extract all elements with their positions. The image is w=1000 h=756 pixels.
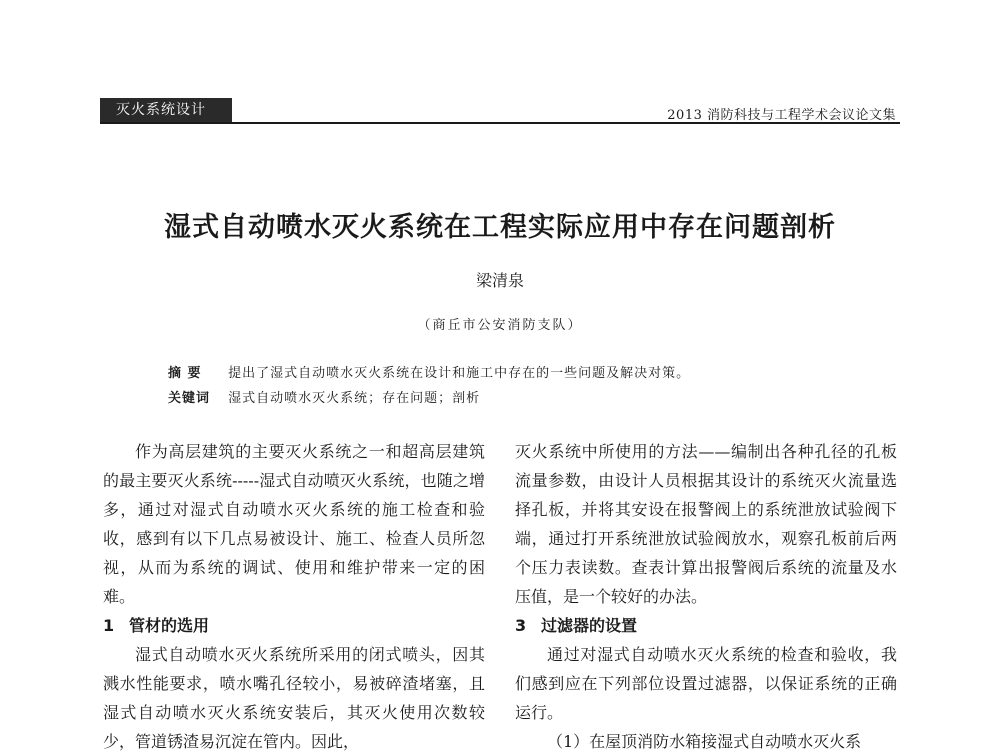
article-author: 梁清泉 <box>475 271 524 290</box>
keywords-row <box>168 387 480 406</box>
continuation-paragraph: 灭火系统中所使用的方法——编制出各种孔径的孔板流量参数，由设计人员根据其设计的系统灭火流量选择孔板，并将其安设在报警阀上的系统泄放试验阀下端，通过打开系统泄放试验阀放水，观察孔板前后两个压力表读数。查表计算出报警阀后系统的流量及水压值，是一个较好的办法。 <box>515 442 897 606</box>
left-column <box>103 437 485 756</box>
abstract-row <box>168 362 690 381</box>
section-3-number: 3 <box>515 616 527 635</box>
section-1-title: 管材的选用 <box>129 616 210 635</box>
list-item-1: （1）在屋顶消防水箱接湿式自动喷水灭火系 <box>547 732 862 751</box>
article-title: 湿式自动喷水灭火系统在工程实际应用中存在问题剖析 <box>164 212 836 243</box>
section-3-title: 过滤器的设置 <box>541 616 638 635</box>
header-divider <box>100 122 900 124</box>
section-3-heading <box>515 611 897 640</box>
section-label: 灭火系统设计 <box>116 102 206 118</box>
section-3-paragraph: 通过对湿式自动喷水灭火系统的检查和验收，我们感到应在下列部位设置过滤器，以保证系统的正确运行。 <box>515 645 897 722</box>
section-1-number: 1 <box>103 616 115 635</box>
intro-paragraph: 作为高层建筑的主要灭火系统之一和超高层建筑的最主要灭火系统-----湿式自动喷灭火系统，也随之增多，通过对湿式自动喷水灭火系统的施工检查和验收，感到有以下几点易被设计、施工、检查人员所忽视，从而为系统的调试、使用和维护带来一定的困难。 <box>103 442 485 606</box>
keywords-label: 关键词 <box>168 391 211 406</box>
keywords-text: 湿式自动喷水灭火系统；存在问题；剖析 <box>228 391 481 406</box>
section-1-paragraph: 湿式自动喷水灭火系统所采用的闭式喷头，因其溅水性能要求，喷水嘴孔径较小，易被碎渣堵塞，且湿式自动喷水灭火系统安装后，其灭火使用次数较少，管道锈渣易沉淀在管内。因此， <box>103 645 485 751</box>
section-1-heading <box>103 611 485 640</box>
abstract-text: 提出了湿式自动喷水灭火系统在设计和施工中存在的一些问题及解决对策。 <box>228 366 691 381</box>
proceedings-source: 2013 消防科技与工程学术会议论文集 <box>667 108 896 123</box>
section-label-band <box>100 98 232 123</box>
right-column <box>515 437 897 756</box>
author-affiliation: （商丘市公安消防支队） <box>417 318 583 333</box>
abstract-label: 摘 要 <box>168 366 202 381</box>
